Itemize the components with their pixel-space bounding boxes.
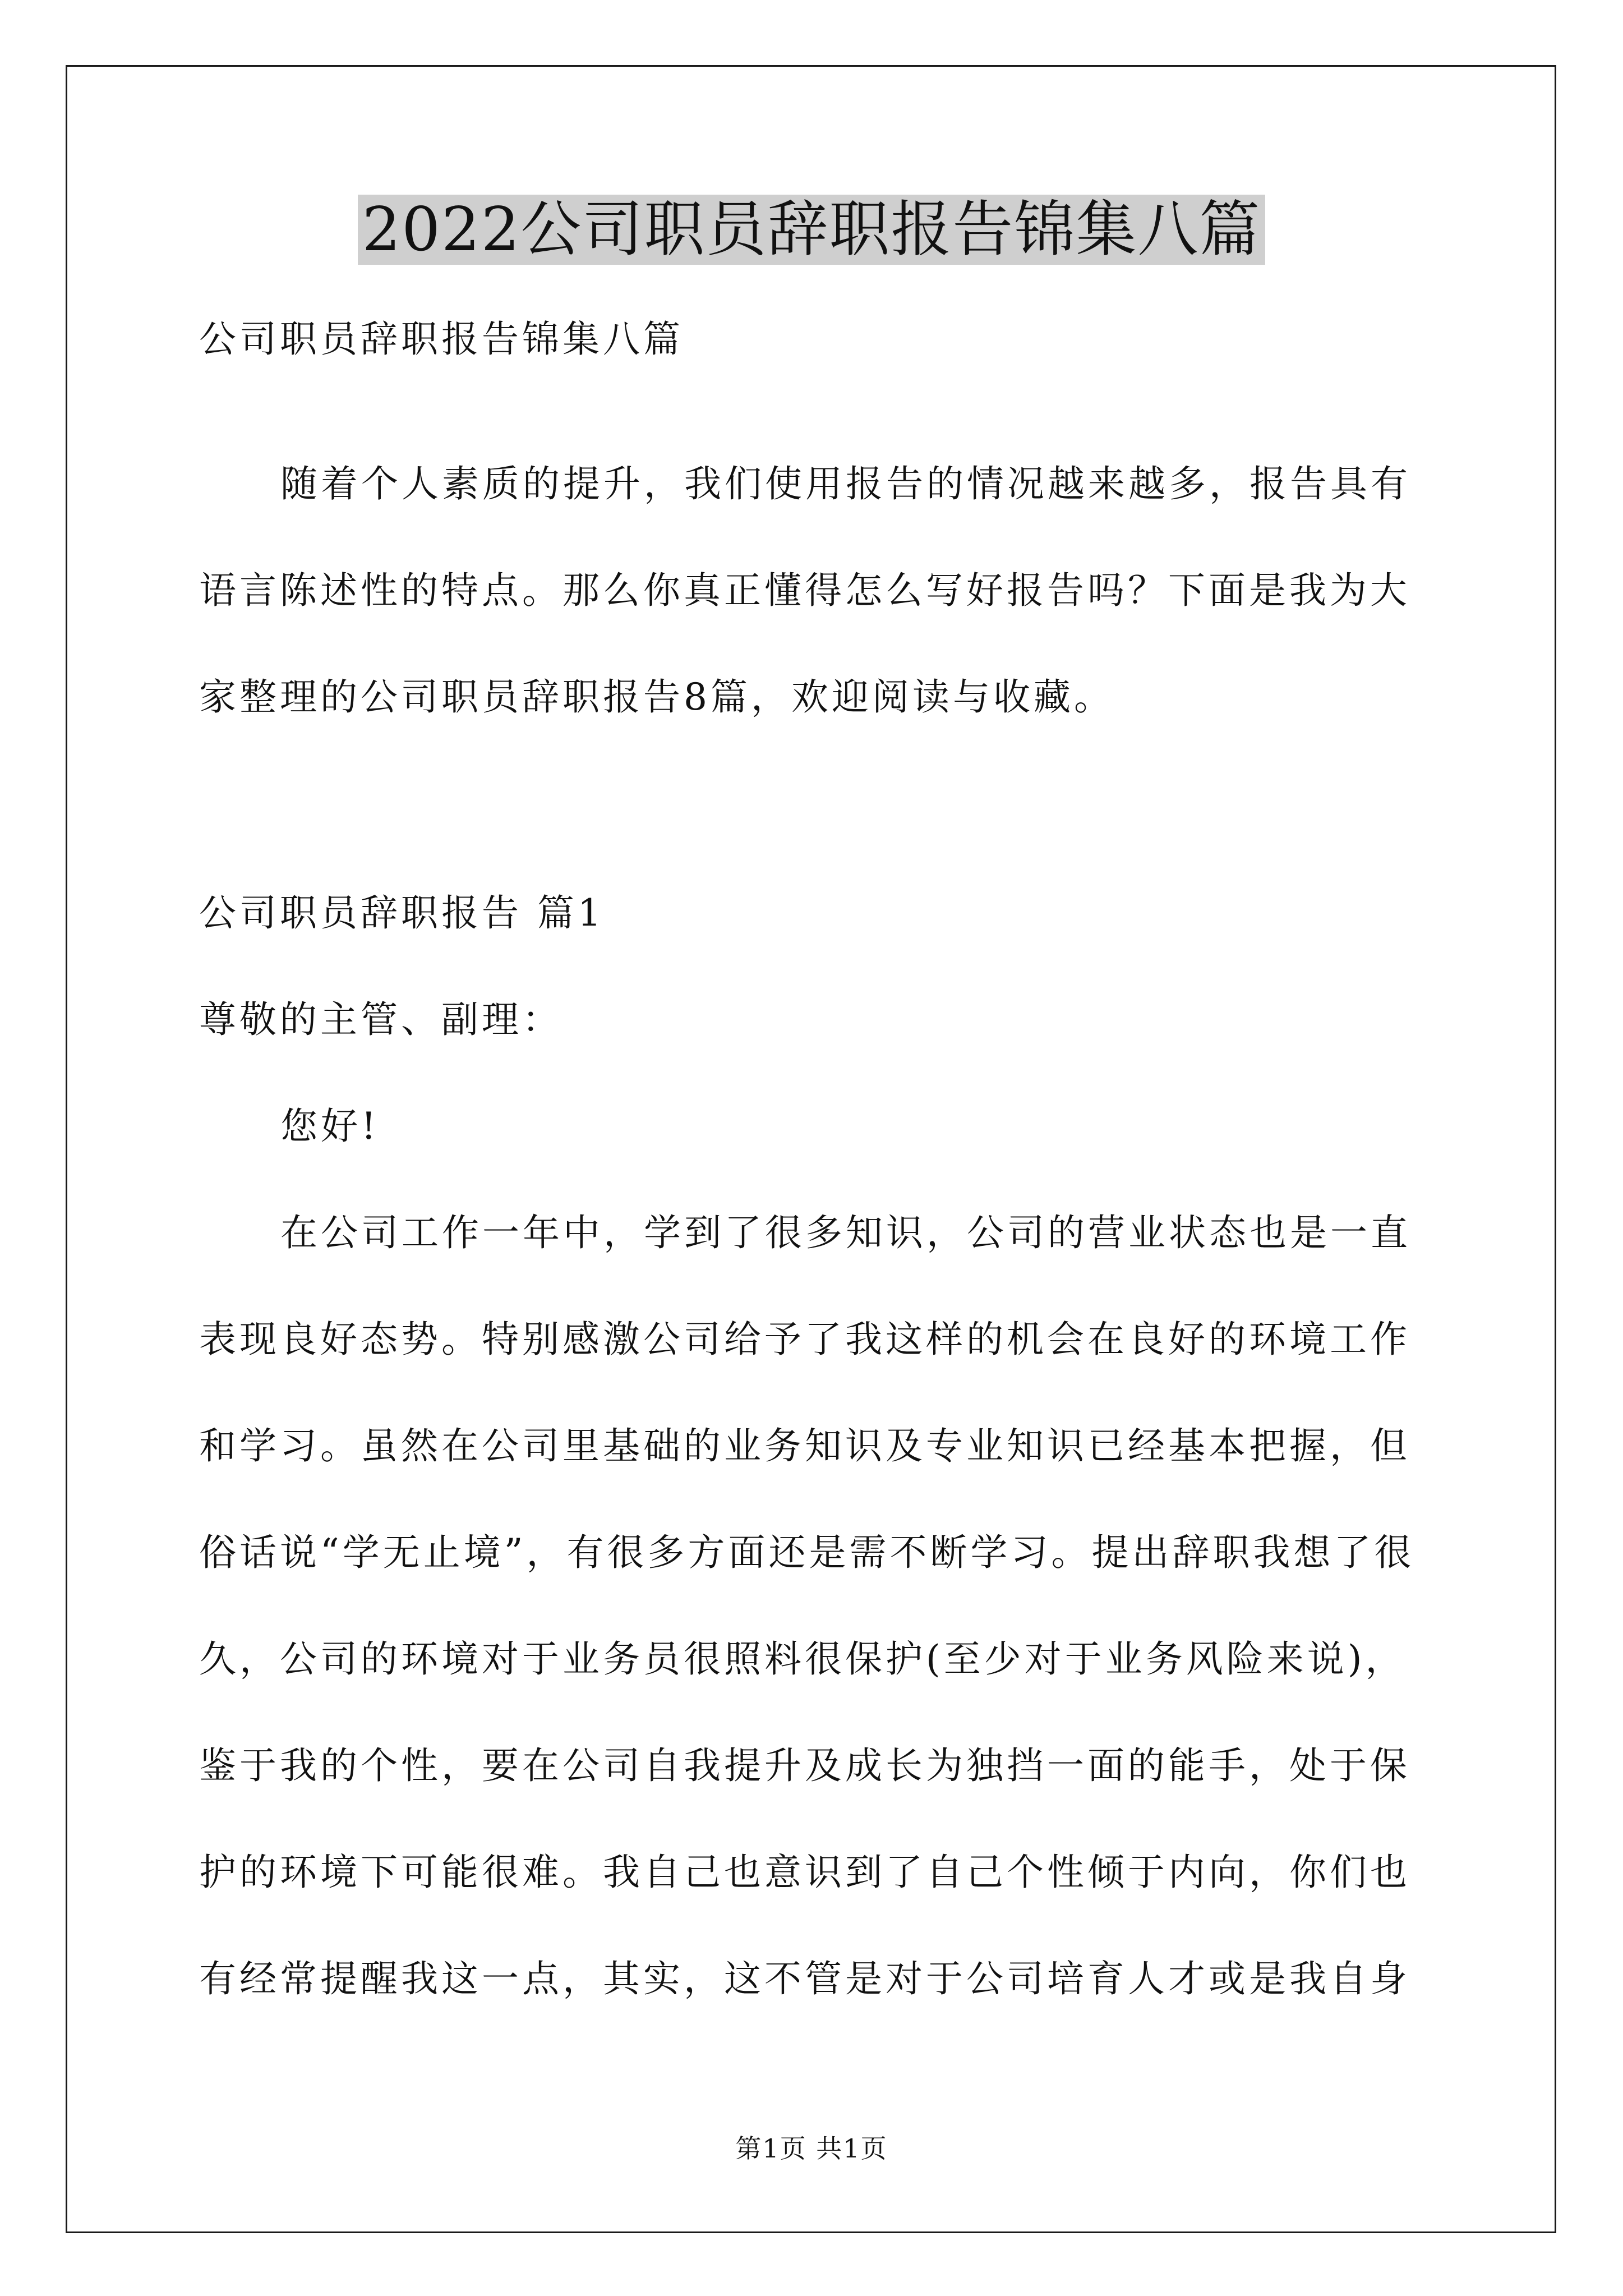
body-line: 护的环境下可能很难。我自己也意识到了自己个性倾于内向，你们也 [199,1851,1410,1894]
salutation: 尊敬的主管、副理： [199,998,562,1041]
document-title [0,191,1623,269]
body-line: 俗话说“学无止境”，有很多方面还是需不断学习。提出辞职我想了很 [199,1531,1415,1574]
document-title-text: 2022公司职员辞职报告锦集八篇 [358,195,1266,265]
greeting: 您好! [280,1105,380,1148]
body-line: 有经常提醒我这一点，其实，这不管是对于公司培育人才或是我自身 [199,1957,1410,2000]
page-footer: 第1页 共1页 [735,2133,888,2164]
body-line: 在公司工作一年中，学到了很多知识，公司的营业状态也是一直 [280,1211,1411,1254]
section-heading: 公司职员辞职报告 篇1 [199,891,605,935]
intro-line: 语言陈述性的特点。那么你真正懂得怎么写好报告吗？下面是我为大 [199,569,1410,612]
body-line: 久，公司的环境对于业务员很照料很保护(至少对于业务风险来说)， [199,1637,1406,1681]
intro-line: 家整理的公司职员辞职报告8篇，欢迎阅读与收藏。 [199,675,1114,719]
body-line: 和学习。虽然在公司里基础的业务知识及专业知识已经基本把握，但 [199,1424,1410,1467]
body-line: 鉴于我的个性，要在公司自我提升及成长为独挡一面的能手，处于保 [199,1744,1410,1787]
intro-line: 随着个人素质的提升，我们使用报告的情况越来越多，报告具有 [280,462,1411,505]
document-subtitle: 公司职员辞职报告锦集八篇 [199,318,684,361]
body-line: 表现良好态势。特别感激公司给予了我这样的机会在良好的环境工作 [199,1318,1410,1361]
